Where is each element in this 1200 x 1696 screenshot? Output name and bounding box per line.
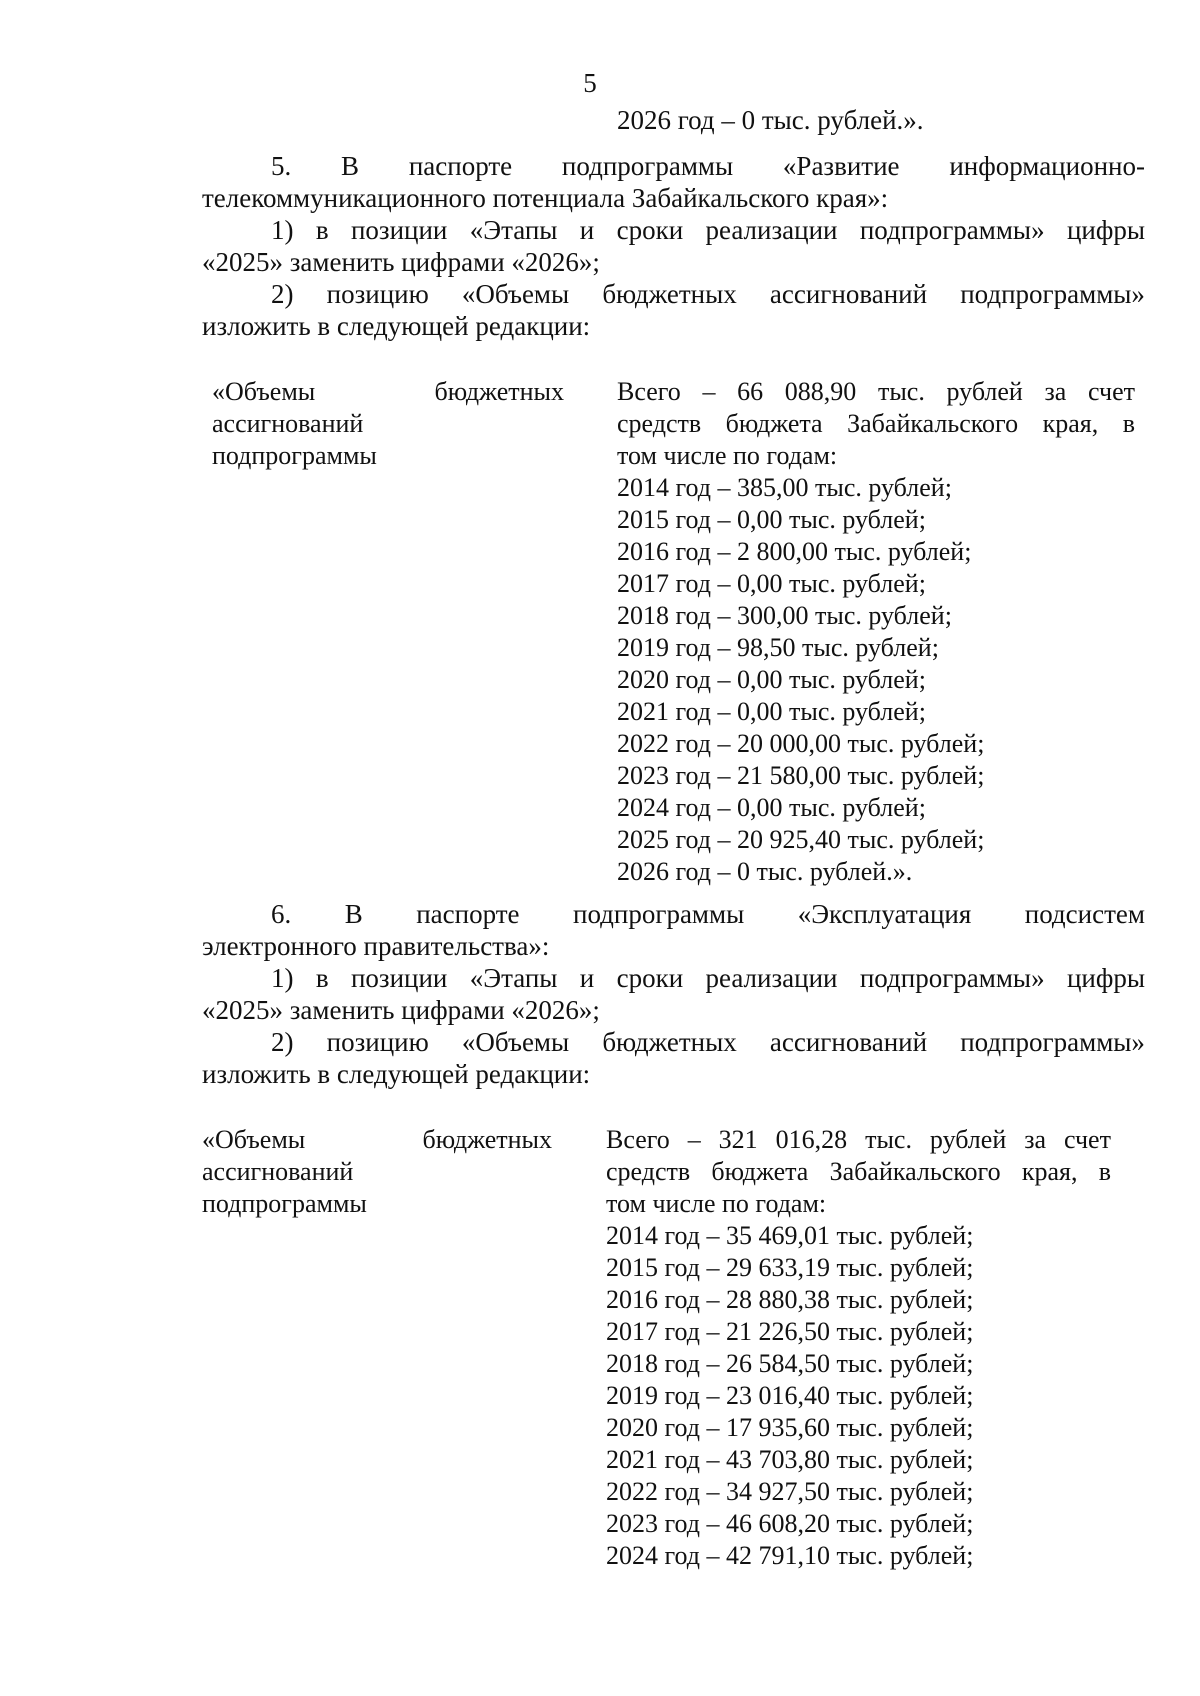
word: 016,28 xyxy=(775,1125,848,1154)
section5-item1-cont: «2025» заменить цифрами «2026»; xyxy=(202,247,600,277)
year-amount-line: 2023 год – 21 580,00 тыс. рублей; xyxy=(617,761,985,790)
carryover-line: 2026 год – 0 тыс. рублей.». xyxy=(617,105,924,135)
word: сроки xyxy=(616,963,684,993)
table-left-line1 xyxy=(212,376,564,408)
word: – xyxy=(687,1125,701,1154)
word: 088,90 xyxy=(784,377,857,406)
word: 5. xyxy=(271,151,292,181)
word: 2) xyxy=(271,279,294,309)
word: за xyxy=(1044,377,1067,406)
word: позиции xyxy=(350,963,448,993)
word: Забайкальского xyxy=(829,1157,1001,1186)
word: в xyxy=(1098,1157,1111,1186)
word: Всего xyxy=(617,377,681,406)
word: 1) xyxy=(271,215,294,245)
year-amount-line: 2025 год – 20 925,40 тыс. рублей; xyxy=(617,825,985,854)
word: бюджетных xyxy=(422,1125,552,1154)
word: 6. xyxy=(271,899,292,929)
word: реализации xyxy=(705,215,838,245)
word: рублей xyxy=(929,1125,1007,1154)
word: подпрограммы» xyxy=(859,215,1045,245)
word: подпрограммы» xyxy=(960,279,1145,309)
year-amount-line: 2020 год – 0,00 тыс. рублей; xyxy=(617,665,926,694)
word: 2) xyxy=(271,1027,294,1057)
word: и xyxy=(579,215,595,245)
word: в xyxy=(315,215,329,245)
year-amount-line: 2024 год – 42 791,10 тыс. рублей; xyxy=(606,1541,974,1570)
word: позицию xyxy=(326,1027,429,1057)
year-amount-line: 2021 год – 43 703,80 тыс. рублей; xyxy=(606,1445,974,1474)
section5-heading xyxy=(271,150,1145,182)
word: информационно- xyxy=(949,151,1145,181)
word: ассигнований xyxy=(769,279,928,309)
table-total-line1 xyxy=(617,376,1135,408)
word: в xyxy=(1122,409,1135,438)
table-total-line3: том числе по годам: xyxy=(606,1189,827,1218)
word: за xyxy=(1024,1125,1046,1154)
year-amount-line: 2022 год – 20 000,00 тыс. рублей; xyxy=(617,729,985,758)
word: 1) xyxy=(271,963,294,993)
section5-item2-cont: изложить в следующей редакции: xyxy=(202,311,591,341)
year-amount-line: 2023 год – 46 608,20 тыс. рублей; xyxy=(606,1509,974,1538)
word: «Эксплуатация xyxy=(797,899,972,929)
year-amount-line: 2018 год – 300,00 тыс. рублей; xyxy=(617,601,952,630)
section5-item2 xyxy=(271,278,1145,310)
word: бюджетных xyxy=(434,377,564,406)
word: края, xyxy=(1042,409,1099,438)
section6-heading-cont: электронного правительства»: xyxy=(202,931,550,961)
section6-item2-cont: изложить в следующей редакции: xyxy=(202,1059,591,1089)
year-amount-line: 2024 год – 0,00 тыс. рублей; xyxy=(617,793,926,822)
word: средств xyxy=(606,1157,691,1186)
year-amount-line: 2022 год – 34 927,50 тыс. рублей; xyxy=(606,1477,974,1506)
word: бюджета xyxy=(725,409,823,438)
word: средств xyxy=(617,409,702,438)
year-amount-line: 2020 год – 17 935,60 тыс. рублей; xyxy=(606,1413,974,1442)
word: «Объемы xyxy=(461,1027,570,1057)
word: цифры xyxy=(1066,963,1145,993)
year-amount-line: 2014 год – 385,00 тыс. рублей; xyxy=(617,473,952,502)
word: цифры xyxy=(1066,215,1145,245)
word: подпрограммы» xyxy=(960,1027,1145,1057)
word: в xyxy=(315,963,329,993)
year-amount-line: 2019 год – 98,50 тыс. рублей; xyxy=(617,633,939,662)
year-amount-line: 2026 год – 0 тыс. рублей.». xyxy=(617,857,913,886)
word: рублей xyxy=(946,377,1023,406)
word: бюджетных xyxy=(602,279,737,309)
year-amount-line: 2016 год – 28 880,38 тыс. рублей; xyxy=(606,1285,974,1314)
table-total-line2 xyxy=(617,408,1135,440)
word: «Объемы xyxy=(212,377,316,406)
word: паспорте xyxy=(416,899,520,929)
table-total-line2 xyxy=(606,1156,1111,1188)
word: реализации xyxy=(705,963,838,993)
year-amount-line: 2017 год – 21 226,50 тыс. рублей; xyxy=(606,1317,974,1346)
word: 66 xyxy=(737,377,764,406)
word: «Этапы xyxy=(469,215,558,245)
word: бюджетных xyxy=(602,1027,737,1057)
year-amount-line: 2017 год – 0,00 тыс. рублей; xyxy=(617,569,926,598)
word: позицию xyxy=(326,279,429,309)
section5-heading-cont: телекоммуникационного потенциала Забайкальского края»: xyxy=(202,183,889,213)
table-left-line3: подпрограммы xyxy=(202,1189,367,1218)
year-amount-line: 2016 год – 2 800,00 тыс. рублей; xyxy=(617,537,972,566)
word: тыс. xyxy=(865,1125,912,1154)
word: Забайкальского xyxy=(847,409,1019,438)
section6-item1-cont: «2025» заменить цифрами «2026»; xyxy=(202,995,600,1025)
word: и xyxy=(579,963,595,993)
word: подпрограммы xyxy=(573,899,745,929)
year-amount-line: 2018 год – 26 584,50 тыс. рублей; xyxy=(606,1349,974,1378)
word: позиции xyxy=(350,215,448,245)
word: «Этапы xyxy=(469,963,558,993)
year-amount-line: 2015 год – 29 633,19 тыс. рублей; xyxy=(606,1253,974,1282)
table-left-line1 xyxy=(202,1124,552,1156)
word: В xyxy=(341,151,360,181)
word: – xyxy=(702,377,716,406)
word: подпрограммы xyxy=(561,151,734,181)
word: ассигнований xyxy=(769,1027,928,1057)
table-left-line3: подпрограммы xyxy=(212,441,377,470)
word: подпрограммы» xyxy=(859,963,1045,993)
word: тыс. xyxy=(877,377,925,406)
year-amount-line: 2015 год – 0,00 тыс. рублей; xyxy=(617,505,926,534)
page-number: 5 xyxy=(583,68,597,98)
word: счет xyxy=(1087,377,1135,406)
section6-item2 xyxy=(271,1026,1145,1058)
word: сроки xyxy=(616,215,684,245)
table-total-line3: том числе по годам: xyxy=(617,441,838,470)
word: бюджета xyxy=(711,1157,809,1186)
word: «Развитие xyxy=(782,151,900,181)
table-left-line2: ассигнований xyxy=(212,409,364,438)
year-amount-line: 2021 год – 0,00 тыс. рублей; xyxy=(617,697,926,726)
word: «Объемы xyxy=(461,279,570,309)
word: «Объемы xyxy=(202,1125,306,1154)
section6-item1 xyxy=(271,962,1145,994)
word: В xyxy=(344,899,363,929)
word: подсистем xyxy=(1024,899,1145,929)
word: паспорте xyxy=(408,151,513,181)
table-total-line1 xyxy=(606,1124,1111,1156)
word: 321 xyxy=(718,1125,758,1154)
table-left-line2: ассигнований xyxy=(202,1157,354,1186)
word: счет xyxy=(1063,1125,1111,1154)
year-amount-line: 2019 год – 23 016,40 тыс. рублей; xyxy=(606,1381,974,1410)
word: Всего xyxy=(606,1125,670,1154)
section5-item1 xyxy=(271,214,1145,246)
word: края, xyxy=(1021,1157,1078,1186)
year-amount-line: 2014 год – 35 469,01 тыс. рублей; xyxy=(606,1221,974,1250)
section6-heading xyxy=(271,898,1145,930)
